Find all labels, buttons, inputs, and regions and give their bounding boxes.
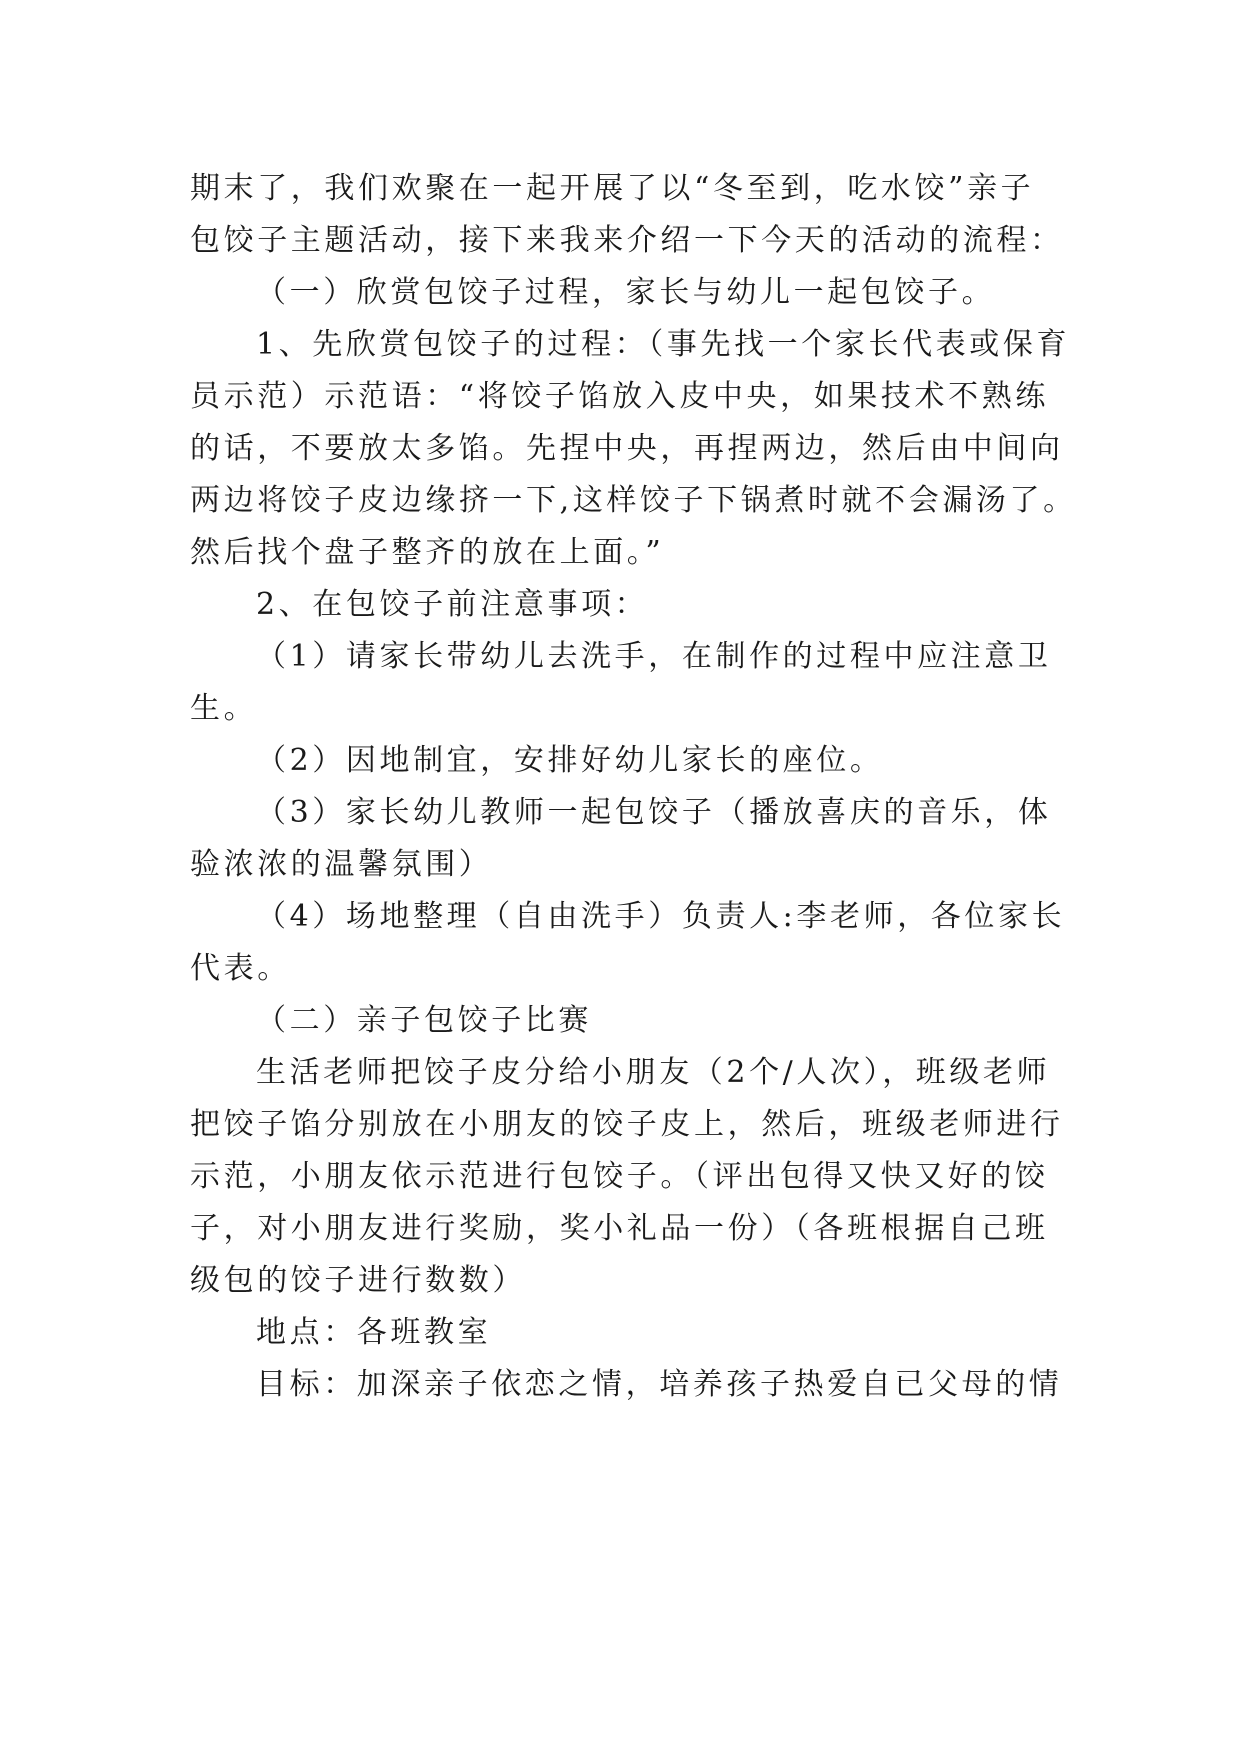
- text-line: 然后找个盘子整齐的放在上面。”: [190, 535, 665, 570]
- text-line: 代表。: [190, 951, 291, 986]
- text-line: 验浓浓的温馨氛围）: [190, 847, 493, 882]
- text-line: 把饺子馅分别放在小朋友的饺子皮上，然后，班级老师进行: [190, 1107, 1064, 1142]
- text-line: 级包的饺子进行数数）: [190, 1263, 526, 1298]
- section-heading: （二）亲子包饺子比赛: [256, 1003, 592, 1038]
- list-item: （4）场地整理（自由洗手）负责人:李老师，各位家长: [256, 899, 1066, 934]
- text-line: 生活老师把饺子皮分给小朋友（2个/人次），班级老师: [256, 1055, 1051, 1090]
- list-item: （2）因地制宜，安排好幼儿家长的座位。: [256, 743, 884, 778]
- text-line: 2、在包饺子前注意事项：: [256, 587, 649, 622]
- list-item: （1）请家长带幼儿去洗手，在制作的过程中应注意卫: [256, 639, 1052, 674]
- text-line: 子，对小朋友进行奖励，奖小礼品一份）（各班根据自己班: [190, 1211, 1049, 1246]
- location-line: 地点：各班教室: [256, 1315, 492, 1350]
- text-line: 的话，不要放太多馅。先捏中央，再捏两边，然后由中间向: [190, 431, 1064, 466]
- text-line: 生。: [190, 691, 258, 726]
- goal-line: 目标：加深亲子依恋之情，培养孩子热爱自已父母的情: [256, 1367, 1063, 1402]
- text-line: 1、先欣赏包饺子的过程：（事先找一个家长代表或保育: [256, 327, 1071, 362]
- list-item: （3）家长幼儿教师一起包饺子（播放喜庆的音乐，体: [256, 795, 1052, 830]
- text-line: 期末了，我们欢聚在一起开展了以“冬至到，吃水饺”亲子: [190, 171, 1035, 206]
- text-line: 包饺子主题活动，接下来我来介绍一下今天的活动的流程：: [190, 223, 1064, 258]
- text-line: 员示范）示范语：“将饺子馅放入皮中央，如果技术不熟练: [190, 379, 1049, 414]
- text-line: 两边将饺子皮边缘挤一下,这样饺子下锅煮时就不会漏汤了。: [190, 483, 1077, 518]
- text-line: 示范，小朋友依示范进行包饺子。（评出包得又快又好的饺: [190, 1159, 1049, 1194]
- section-heading: （一）欣赏包饺子过程，家长与幼儿一起包饺子。: [256, 275, 996, 310]
